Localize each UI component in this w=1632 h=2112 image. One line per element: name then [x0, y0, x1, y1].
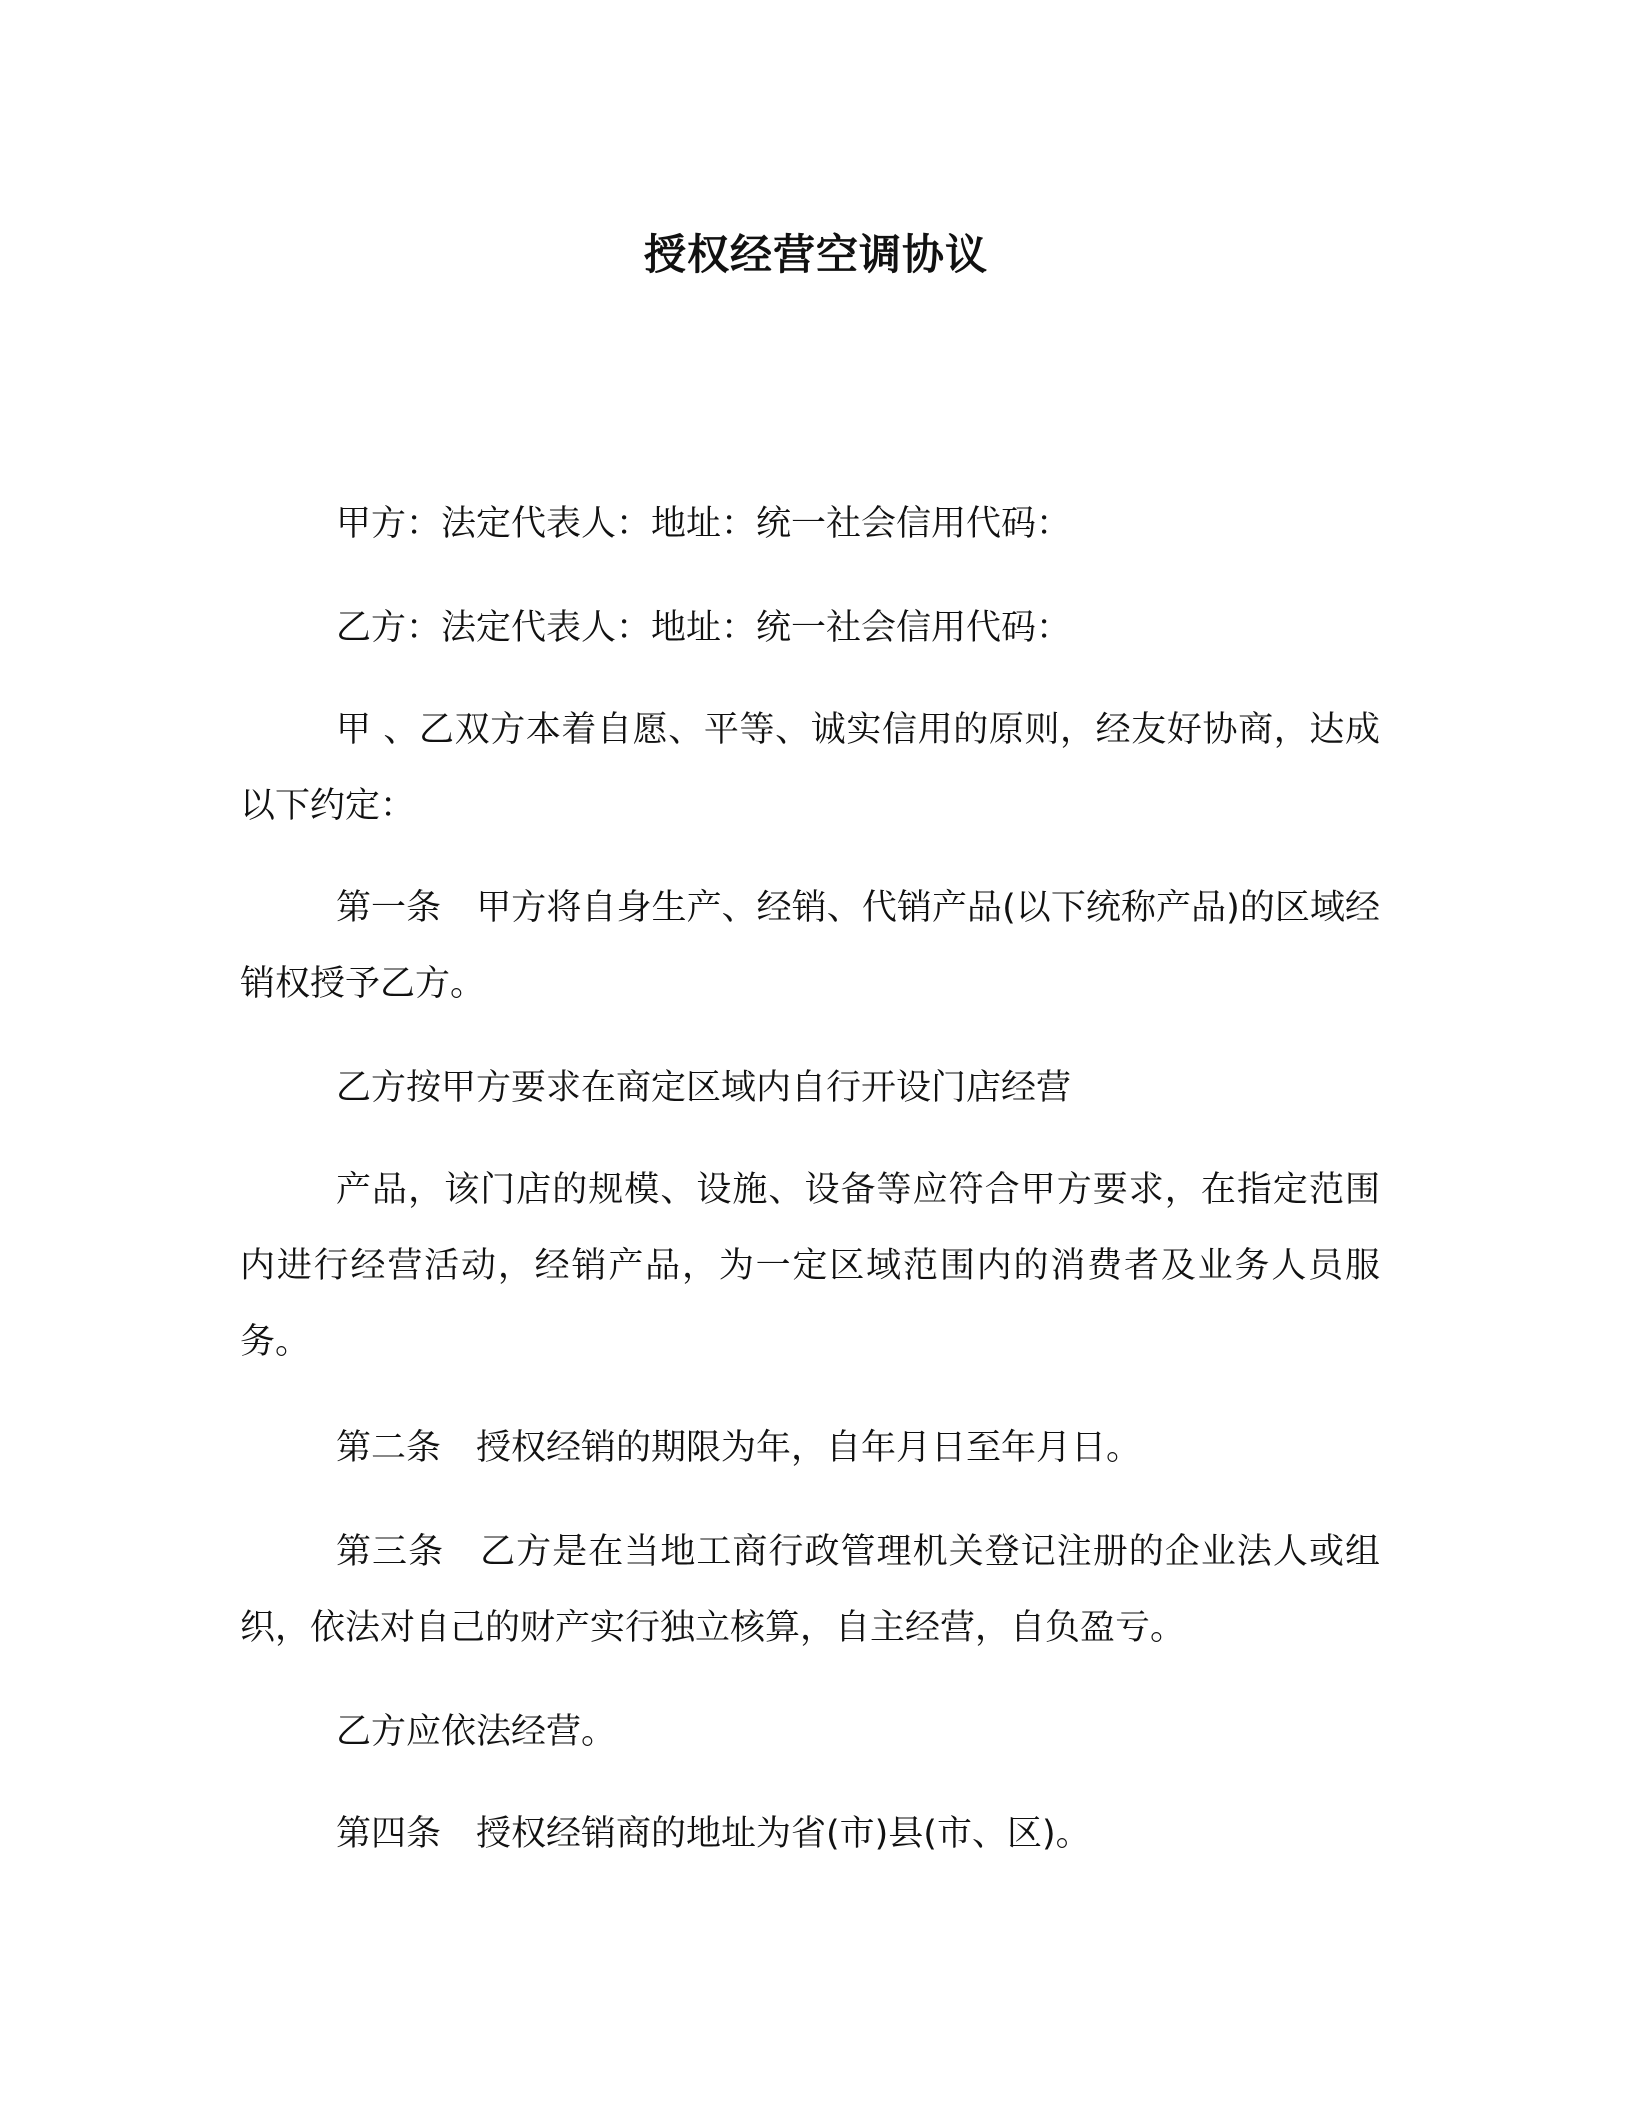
store-opening-paragraph: 乙方按甲方要求在商定区域内自行开设门店经营: [336, 1068, 1072, 1108]
article-4-paragraph: 第四条 授权经销商的地址为省(市)县(市、区)。: [336, 1814, 1091, 1854]
preamble-paragraph: 甲 、乙双方本着自愿、平等、诚实信用的原则，经友好协商，达成以下约定：: [240, 710, 1380, 826]
article-1-paragraph: 第一条 甲方将自身生产、经销、代销产品(以下统称产品)的区域经销权授予乙方。: [240, 888, 1380, 1004]
article-2-paragraph: 第二条 授权经销的期限为年，自年月日至年月日。: [336, 1428, 1142, 1468]
party-b-info: 乙方：法定代表人：地址：统一社会信用代码：: [336, 608, 1072, 648]
lawful-operation-paragraph: 乙方应依法经营。: [336, 1712, 617, 1752]
party-a-info: 甲方：法定代表人：地址：统一社会信用代码：: [336, 504, 1072, 544]
store-requirements-paragraph: 产品，该门店的规模、设施、设备等应符合甲方要求，在指定范围内进行经营活动，经销产品，为一定区域范围内的消费者及业务人员服务。: [240, 1170, 1380, 1362]
article-3-paragraph: 第三条 乙方是在当地工商行政管理机关登记注册的企业法人或组织，依法对自己的财产实行独立核算，自主经营，自负盈亏。: [240, 1532, 1380, 1648]
document-title: 授权经营空调协议: [643, 230, 988, 279]
